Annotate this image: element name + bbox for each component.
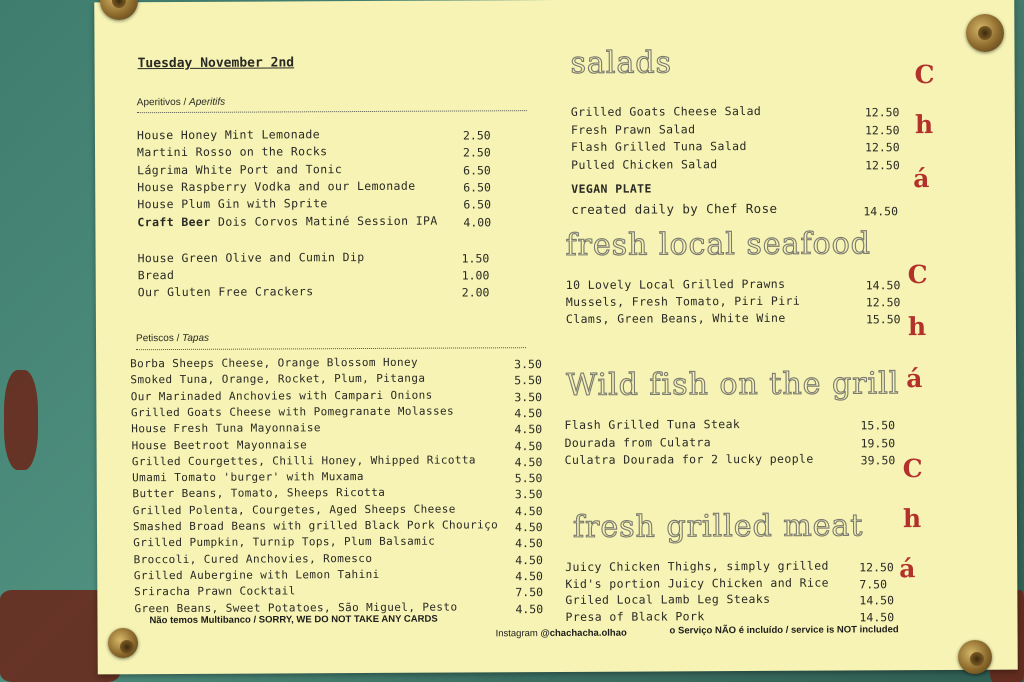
petisco-item-price: 3.50 [514,389,543,404]
aperitivo-item-name [137,213,437,229]
extra-item-price: 1.50 [461,251,490,266]
salad-item-price: 12.50 [864,105,900,120]
aperitivo-item-name [137,179,415,194]
fish-item-price: 15.50 [860,418,896,433]
petisco-item-label: Smoked Tuna, Orange, Rocket, Plum, Pitanga [130,371,426,387]
meat-item-label: Juicy Chicken Thighs, simply grilled [565,558,829,574]
salad-item-label: Pulled Chicken Salad [571,156,718,172]
petisco-item-label: Grilled Polenta, Courgetes, Aged Sheeps Cheese [132,502,456,517]
petiscos-title-en: Tapas [182,332,210,344]
petisco-item-label: Green Beans, Sweet Potatoes, São Miguel, Pesto [134,600,458,615]
meat-item-price: 14.50 [859,593,895,608]
fish-heading: Wild fish on the grill [566,366,900,403]
meat-item-name [565,609,704,624]
petisco-item-label: Grilled Aubergine with Lemon Tahini [133,567,380,583]
pin-icon [958,640,992,674]
petisco-item-name [134,600,457,615]
petisco-item-price: 4.50 [515,552,543,567]
fish-item-price: 39.50 [860,453,896,468]
petisco-item-name [133,518,498,533]
brand-letter: á [899,554,916,584]
pin-icon [966,14,1004,52]
rust-patch [4,370,38,470]
extra-item-label: Our Gluten Free Crackers [137,284,314,300]
salad-item-price: 12.50 [864,122,900,137]
petisco-item-name [134,552,373,566]
seafood-item-price: 15.50 [865,312,901,327]
aperitivos-title [137,97,225,108]
petisco-item-name [134,568,380,582]
footer-cards: Não temos Multibanco / SORRY, WE DO NOT TAKE ANY CARDS [149,613,438,627]
brand-letter: á [913,164,930,194]
petisco-item-name [132,486,385,500]
extra-item-name [138,268,175,282]
petisco-item-label: House Beetroot Mayonnaise [131,437,308,452]
pin-icon [108,628,138,658]
aperitivo-item-name [137,162,342,177]
petisco-item-label: Umami Tomato 'burger' with Muxama [132,470,364,485]
petisco-item-name [131,421,321,435]
extra-item-price: 2.00 [461,285,490,300]
salad-item-price: 12.50 [865,157,900,172]
petisco-item-name [131,404,454,419]
footer-service: o Serviço NÃO é incluído / service is NOT included [669,624,899,637]
petisco-item-name [134,585,296,599]
petisco-item-price: 4.50 [514,438,543,453]
fish-item-name [564,417,740,432]
petisco-item-price: 5.50 [514,471,543,486]
salad-item-label: Grilled Goats Cheese Salad [570,103,762,119]
petisco-item-name [131,388,433,403]
meat-item-price: 12.50 [859,560,894,575]
extra-item-label: House Green Olive and Cumin Dip [137,250,365,266]
petisco-item-price: 7.50 [515,585,544,600]
vegan-price: 14.50 [863,204,899,219]
petisco-item-label: Sriracha Prawn Cocktail [134,584,296,599]
petisco-item-price: 4.50 [514,454,543,470]
petiscos-rule [136,347,526,350]
petisco-item-label: Our Marinaded Anchovies with Campari Onions [130,388,433,403]
brand-letter: h [907,312,927,342]
extra-item-price: 1.00 [461,268,490,283]
menu-paper [94,0,1018,674]
petiscos-title-pt: Petiscos / [135,332,180,345]
petisco-item-name [132,470,364,484]
salad-item-label: Flash Grilled Tuna Salad [570,138,747,154]
petisco-item-label: House Fresh Tuna Mayonnaise [131,421,321,436]
seafood-item-name [566,294,800,309]
aperitivo-item-label: House Honey Mint Lemonade [136,127,321,143]
petisco-item-label: Broccoli, Cured Anchovies, Romesco [133,551,373,566]
salad-item-name [571,139,747,154]
brand-letter: C [914,60,935,90]
petisco-item-label: Borba Sheeps Cheese, Orange Blossom Honey [130,355,419,371]
petisco-item-name [132,438,308,452]
meat-item-label: Kid's portion Juicy Chicken and Rice [565,575,829,591]
aperitivo-item-name [137,144,327,159]
aperitivo-item-price: 2.50 [462,128,491,143]
aperitivo-item-price: 6.50 [463,162,491,178]
petisco-item-name [132,453,476,468]
menu-date: Tuesday November 2nd [137,55,295,72]
brand-letter: á [906,364,923,394]
petisco-item-price: 4.50 [514,422,543,437]
petisco-item-price: 4.50 [515,536,543,551]
petisco-item-name [133,535,435,550]
petisco-item-price: 4.50 [515,568,543,584]
meat-heading: fresh grilled meat [572,508,864,545]
vegan-title: VEGAN PLATE [571,181,652,196]
petisco-item-price: 3.50 [514,487,543,502]
meat-item-name [565,575,829,590]
petisco-item-price: 5.50 [514,373,542,388]
aperitivo-item-label: Dois Corvos Matiné Session IPA [210,213,438,229]
seafood-item-price: 12.50 [865,295,901,310]
salad-item-price: 12.50 [864,140,900,155]
fish-item-name [565,435,712,450]
aperitivo-item-name [137,196,327,211]
fish-item-label: Dourada from Culatra [564,434,712,450]
petisco-item-price: 4.50 [515,601,544,616]
petiscos-title [136,333,209,344]
aperitivo-item-label: Lágrima White Port and Tonic [137,161,343,177]
extra-item-label: Bread [137,267,175,283]
petisco-item-price: 4.50 [514,520,543,535]
salad-item-name [571,104,761,119]
fish-item-name [565,452,814,467]
salad-item-name [571,157,718,172]
petisco-item-name [130,356,418,371]
aperitivo-item-price: 4.00 [463,214,492,229]
salad-item-label: Fresh Prawn Salad [570,121,696,137]
petisco-item-name [130,372,425,387]
aperitivo-item-price: 6.50 [463,197,492,212]
petisco-item-label: Butter Beans, Tomato, Sheeps Ricotta [132,486,386,501]
brand-letter: C [907,260,928,290]
meat-item-price: 14.50 [859,609,895,624]
seafood-item-label: Clams, Green Beans, White Wine [565,310,786,326]
aperitivo-item-label: House Raspberry Vodka and our Lemonade [137,178,416,195]
meat-item-price: 7.50 [859,576,888,591]
instagram-label: Instagram [495,628,541,640]
salad-item-name [571,122,696,137]
extra-item-name [138,250,365,265]
meat-item-name [565,592,770,607]
aperitivo-item-label: House Plum Gin with Sprite [137,196,328,212]
brand-letter: C [902,454,923,484]
meat-item-label: Presa of Black Pork [565,608,705,624]
petisco-item-label: Grilled Goats Cheese with Pomegranate Molasses [130,404,455,420]
brand-letter: h [914,110,934,140]
meat-item-label: Griled Local Lamb Leg Steaks [565,591,771,607]
aperitivo-item-name [137,127,320,142]
brand-letter: h [902,504,922,534]
petisco-item-name [133,502,456,517]
aperitivos-title-en: Aperitifs [188,96,226,108]
seafood-item-label: Mussels, Fresh Tomato, Piri Piri [565,293,801,309]
aperitivos-title-pt: Aperitivos / [136,96,187,109]
seafood-item-name [566,311,786,326]
aperitivo-item-price: 6.50 [463,180,491,195]
petisco-item-label: Smashed Broad Beans with grilled Black Pork Chouriço [132,518,499,534]
footer-instagram [496,628,627,640]
fish-item-label: Culatra Dourada for 2 lucky people [564,451,814,467]
seafood-item-label: 10 Lovely Local Grilled Prawns [565,276,786,292]
vegan-desc: created daily by Chef Rose [571,200,778,217]
extra-item-name [138,284,314,299]
seafood-heading: fresh local seafood [565,226,872,263]
seafood-item-price: 14.50 [865,278,901,293]
aperitivo-item-price: 2.50 [463,145,491,160]
petisco-item-label: Grilled Pumpkin, Turnip Tops, Plum Balsamic [133,534,436,550]
aperitivos-rule [137,110,527,113]
fish-item-price: 19.50 [860,435,896,450]
petisco-item-price: 4.50 [514,503,543,518]
aperitivo-item-label: Martini Rosso on the Rocks [136,144,328,160]
seafood-item-name [566,277,786,292]
meat-item-name [565,559,829,574]
salads-heading: salads [570,45,673,81]
petisco-item-price: 4.50 [514,405,543,421]
instagram-handle: @chachacha.olhao [540,627,627,640]
petisco-item-label: Grilled Courgettes, Chilli Honey, Whipped Ricotta [131,453,476,469]
fish-item-label: Flash Grilled Tuna Steak [564,417,741,432]
petisco-item-price: 3.50 [514,357,542,372]
aperitivo-item-label-bold: Craft Beer [137,214,211,229]
